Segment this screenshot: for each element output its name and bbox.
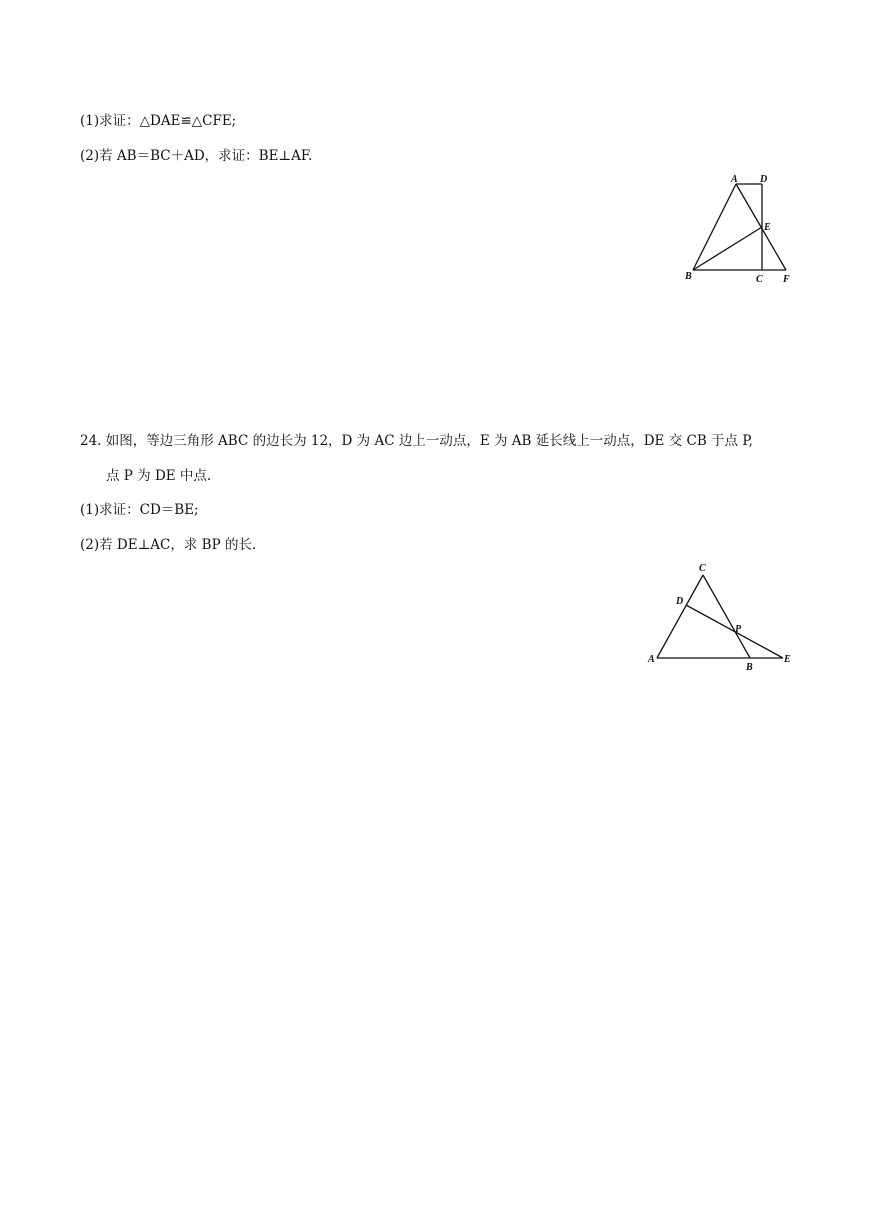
p23-part2: (2)若 AB＝BC＋AD，求证：BE⊥AF. <box>80 148 313 164</box>
p23-part1: (1)求证：△DAE≌△CFE; <box>80 113 237 129</box>
label-D: D <box>760 174 768 185</box>
label-A: A <box>648 654 655 665</box>
label-E: E <box>784 654 791 665</box>
label-E: E <box>764 222 771 233</box>
label-P: P <box>735 624 742 635</box>
p24-statement-line1: 24. 如图，等边三角形 ABC 的边长为 12，D 为 AC 边上一动点，E 为 AB 延长线上一动点，DE 交 CB 于点 P, <box>80 433 753 449</box>
p23-figure <box>680 170 800 290</box>
p24-part1: (1)求证：CD＝BE; <box>80 502 199 518</box>
label-C: C <box>699 563 706 574</box>
p24-statement-line2: 点 P 为 DE 中点. <box>106 468 212 484</box>
label-B: B <box>746 662 753 673</box>
p24-figure <box>640 555 800 675</box>
label-D: D <box>676 596 684 607</box>
label-F: F <box>783 274 790 285</box>
segment-AC <box>657 575 703 658</box>
segment-CB <box>703 575 750 658</box>
label-A: A <box>731 174 738 185</box>
p24-part2: (2)若 DE⊥AC，求 BP 的长. <box>80 537 257 553</box>
label-B: B <box>685 271 692 282</box>
label-C: C <box>756 274 763 285</box>
